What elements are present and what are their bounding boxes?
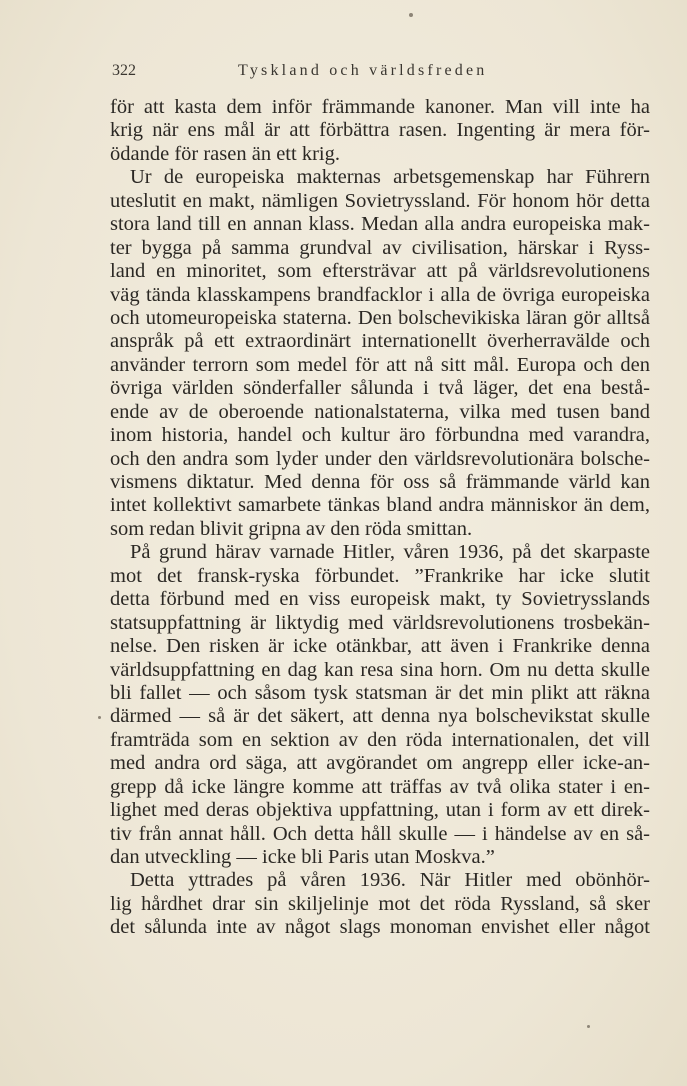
text-line: dan utveckling — icke bli Paris utan Moskva.”	[110, 846, 495, 868]
text-line: använder terrorn som medel för att nå sitt mål. Europa och den	[110, 353, 650, 376]
text-line: och utomeuropeiska staterna. Den bolschevikiska läran gör alltså	[110, 306, 650, 329]
text-line: anspråk på ett extraordinärt internationellt överherravälde och	[110, 330, 650, 353]
text-line: lig hårdhet drar sin skiljelinje mot det röda Ryssland, så sker	[110, 892, 650, 915]
text-line: På grund härav varnade Hitler, våren 1936, på det skarpaste	[130, 541, 650, 564]
text-line: mot det fransk-ryska förbundet. ”Frankrike har icke slutit	[110, 564, 650, 587]
text-line: inom historia, handel och kultur äro förbundna med varandra,	[110, 424, 650, 447]
text-line: bli fallet — och såsom tysk statsman är det min plikt att räkna	[110, 681, 650, 704]
text-line: stora land till en annan klass. Medan alla andra europeiska mak-	[110, 213, 650, 236]
text-line: övriga världen sönderfaller sålunda i två läger, det ena bestå-	[110, 377, 650, 400]
text-line: land en minoritet, som eftersträvar att på världsrevolutionens	[110, 260, 650, 283]
text-line: detta förbund med en viss europeisk makt, ty Sovietrysslands	[110, 588, 650, 611]
running-title: Tyskland och världsfreden	[238, 62, 488, 79]
text-line: ende av de oberoende nationalstaterna, vilka med tusen band	[110, 400, 650, 423]
text-line: som redan blivit gripna av den röda smittan.	[110, 517, 473, 540]
text-line: framträda som en sektion av den röda internationalen, det vill	[110, 728, 650, 751]
paper-speck	[98, 716, 101, 719]
text-line: statsuppfattning är liktydig med världsrevolutionens trosbekän-	[110, 611, 650, 634]
text-line: det sålunda inte av något slags monoman envishet eller något	[110, 916, 650, 939]
text-line: uteslutit en makt, nämligen Sovietryssland. För honom hör detta	[110, 189, 650, 212]
text-line: intet kollektivt samarbete tänkas bland andra människor än dem,	[110, 494, 650, 517]
body-text	[110, 96, 650, 940]
text-line: världsuppfattning en dag kan resa sina horn. Om nu detta skulle	[110, 658, 650, 681]
text-line: grepp då icke längre komme att träffas av två olika stater i en-	[110, 775, 650, 798]
paper-speck	[409, 13, 413, 17]
text-line: och den andra som lyder under den världsrevolutionära bolsche-	[110, 447, 650, 470]
text-line: krig när ens mål är att förbättra rasen. Ingenting är mera för-	[110, 119, 650, 142]
text-line: tiv från annat håll. Och detta håll skulle — i händelse av en så-	[110, 822, 650, 845]
text-line: Detta yttrades på våren 1936. När Hitler med obönhör-	[130, 869, 650, 892]
text-line: vismens diktatur. Med denna för oss så främmande värld kan	[110, 471, 650, 493]
text-line: ödande för rasen än ett krig.	[110, 142, 340, 165]
text-line: väg tända klasskampens brandfacklor i alla de övriga europeiska	[110, 283, 650, 306]
text-line: med andra ord säga, att avgörandet om angrepp eller icke-an-	[110, 752, 650, 775]
text-line: lighet med deras objektiva uppfattning, utan i form av ett direk-	[110, 799, 650, 822]
text-line: ter bygga på samma grundval av civilisation, härskar i Ryss-	[110, 236, 650, 259]
paper-speck	[587, 1025, 590, 1028]
text-line: nelse. Den risken är icke otänkbar, att även i Frankrike denna	[110, 635, 650, 658]
page-header	[110, 62, 650, 86]
text-line: för att kasta dem inför främmande kanoner. Man vill inte ha	[110, 96, 650, 118]
page-number: 322	[112, 62, 136, 79]
text-line: därmed — så är det säkert, att denna nya bolschevikstat skulle	[110, 705, 650, 728]
text-line: Ur de europeiska makternas arbetsgemenskap har Führern	[130, 166, 650, 189]
